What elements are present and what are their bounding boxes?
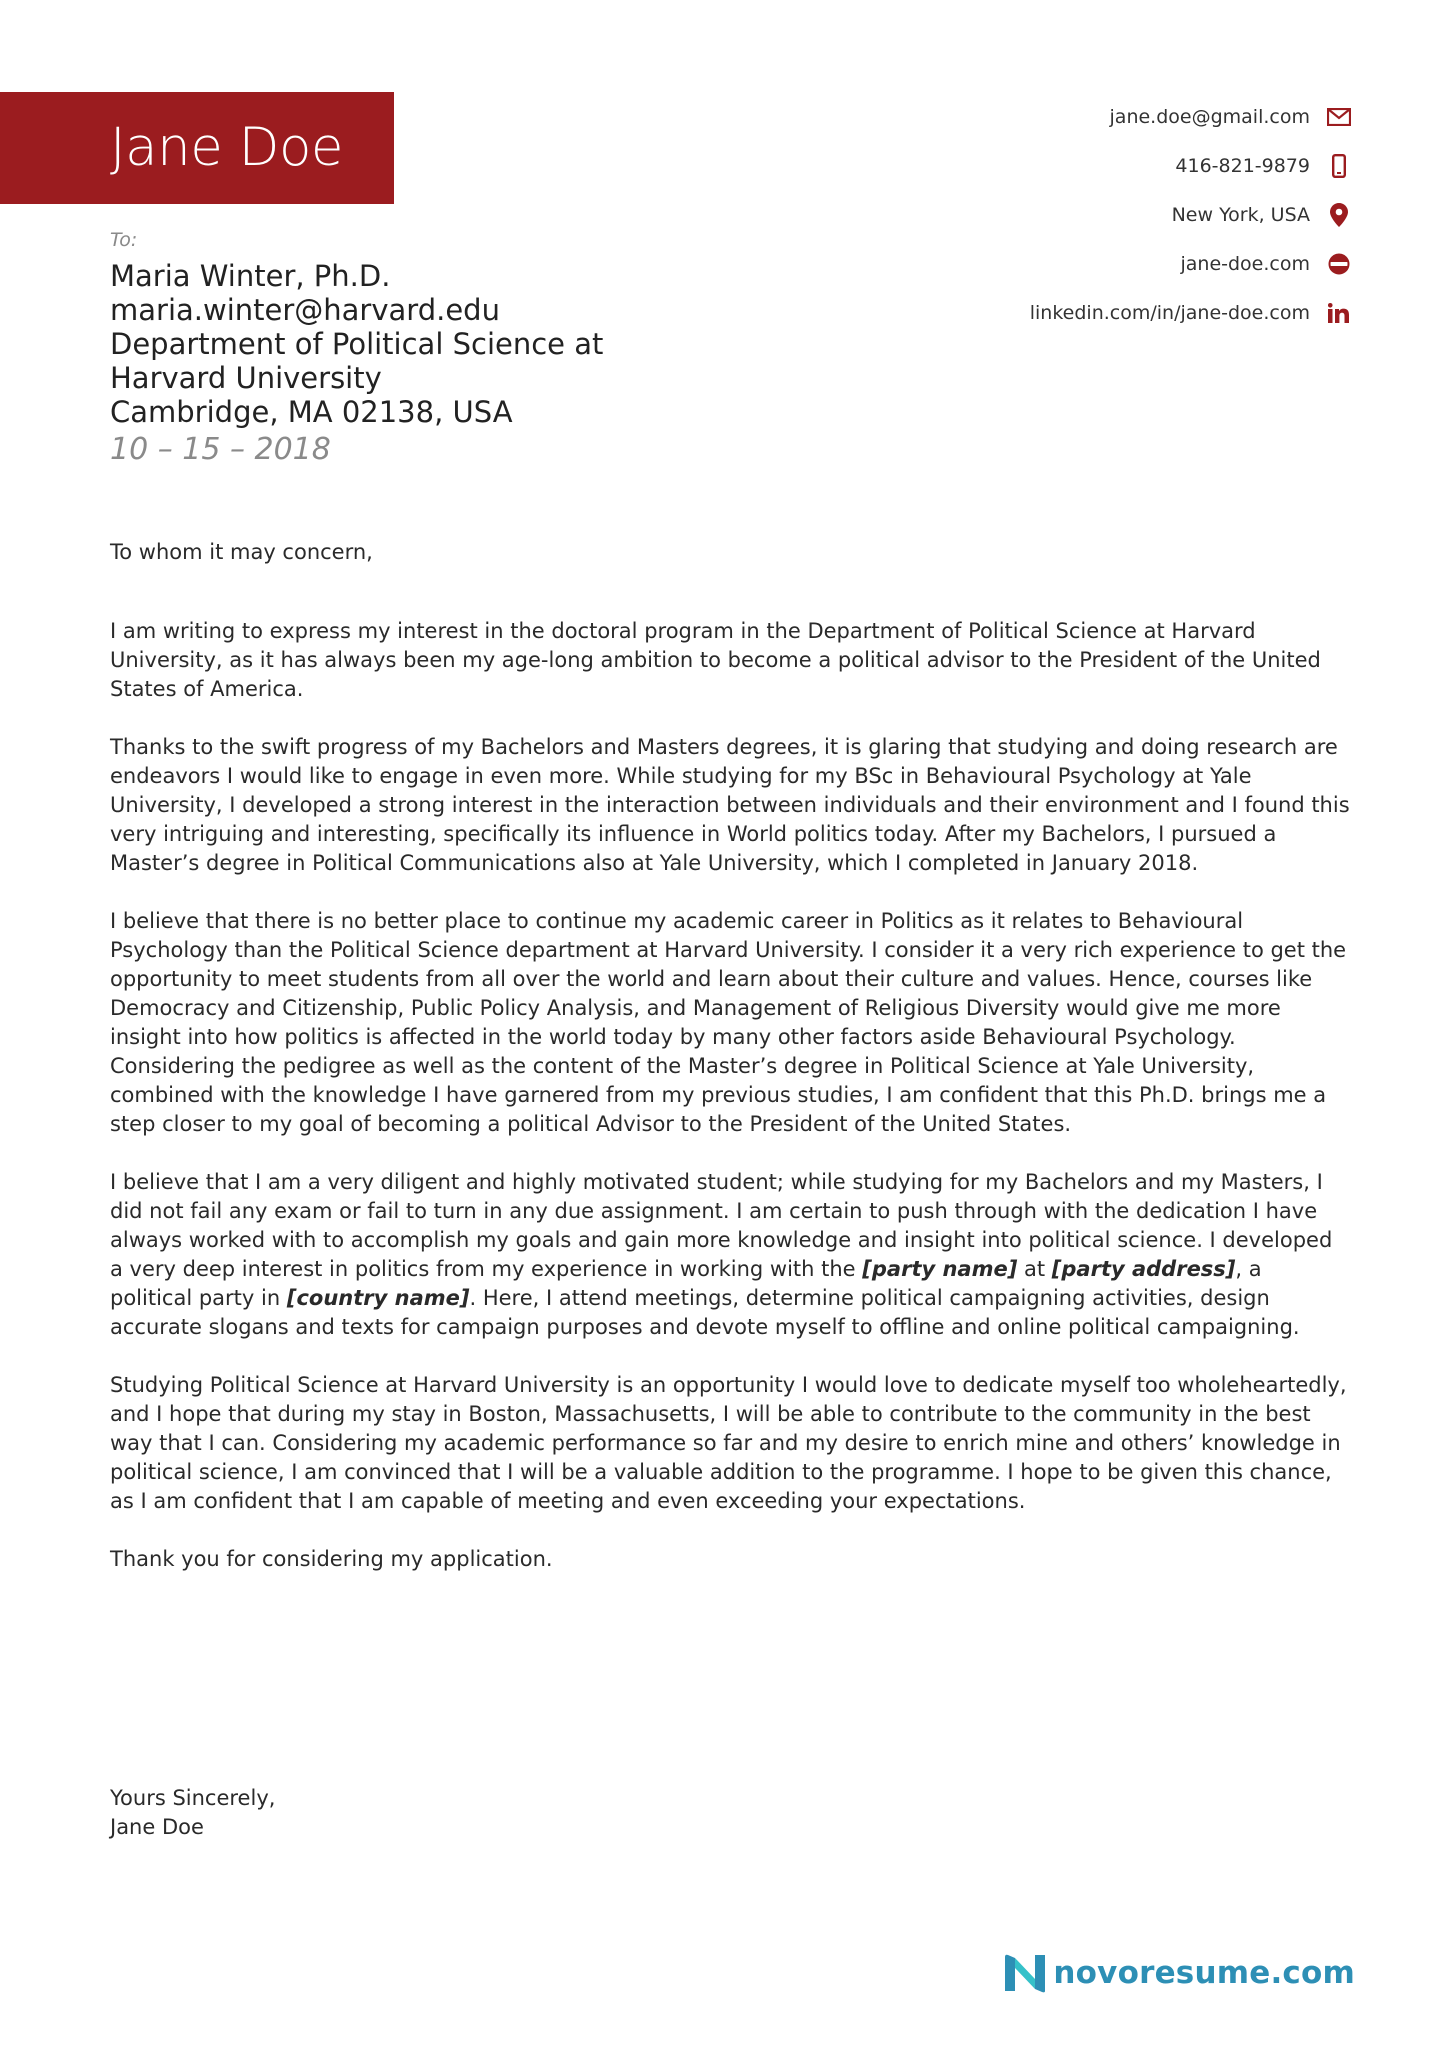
paragraph-2: Thanks to the swift progress of my Bachelors and Masters degrees, it is glaring that studying and doing research are endeavors I would like to engage in even more. While studying for my BSc in Behavioural Psychology at Yale University, I developed a strong interest in the interaction between individuals and their environment and I found this very intriguing and interesting, specifically its influence in World politics today. After my Bachelors, I pursued a Master’s degree in Political Communications also at Yale University, which I completed in January 2018. xyxy=(110,735,1350,875)
paragraph-4-text-1: I believe that I am a very diligent and highly motivated student; while studying for my Bachelors and my Masters, I did not fail any exam or fail to turn in any due assignment. I am certain to push through with the dedication I have always worked with to accomplish my goals and gain more knowledge and insight into political science. I developed a very deep interest in politics from my experience in working with the xyxy=(110,1170,1333,1281)
paragraph-4-text-2: at xyxy=(1017,1257,1052,1281)
contact-phone xyxy=(832,141,1352,190)
sign-off: Yours Sincerely, xyxy=(110,1786,276,1810)
recipient-department: Department of Political Science at xyxy=(110,327,604,361)
linkedin-icon xyxy=(1326,300,1352,326)
phone-icon xyxy=(1326,153,1352,179)
applicant-name: Jane Doe xyxy=(110,117,343,178)
paragraph-4-text-3: , a political party in xyxy=(110,1257,1262,1310)
contact-phone-text[interactable]: 416-821-9879 xyxy=(1175,154,1310,177)
recipient-address xyxy=(110,259,670,429)
recipient-city: Cambridge, MA 02138, USA xyxy=(110,395,513,429)
signature-name: Jane Doe xyxy=(110,1815,204,1839)
paragraph-6: Thank you for considering my application. xyxy=(110,1547,553,1571)
paragraph-4 xyxy=(110,1168,1350,1342)
greeting: To whom it may concern, xyxy=(110,540,373,564)
recipient-institution: Harvard University xyxy=(110,361,382,395)
contact-location-text: New York, USA xyxy=(1171,203,1310,226)
placeholder-party-name: [party name] xyxy=(862,1257,1018,1281)
novoresume-n-icon xyxy=(1003,1953,1047,1993)
contact-linkedin-text[interactable]: linkedin.com/in/jane-doe.com xyxy=(1029,301,1310,324)
paragraph-1: I am writing to express my interest in the doctoral program in the Department of Political Science at Harvard University, as it has always been my age-long ambition to become a political advisor to the President of the United States of America. xyxy=(110,619,1321,701)
paragraph-3: I believe that there is no better place to continue my academic career in Politics as it relates to Behavioural Psychology than the Political Science department at Harvard University. I consider it a very rich experience to get the opportunity to meet students from all over the world and learn about their culture and values. Hence, courses like Democracy and Citizenship, Public Policy Analysis, and Management of Religious Diversity would give me more insight into how politics is affected in the world today by many other factors aside Behavioural Psychology. Considering the pedigree as well as the content of the Master’s degree in Political Science at Yale University, combined with the knowledge I have garnered from my previous studies, I am confident that this Ph.D. brings me a step closer to my goal of becoming a political Advisor to the President of the United States. xyxy=(110,909,1347,1136)
contact-email xyxy=(832,92,1352,141)
globe-icon xyxy=(1326,251,1352,277)
contact-email-text[interactable]: jane.doe@gmail.com xyxy=(1109,105,1310,128)
letter-body xyxy=(110,538,1350,1603)
paragraph-4-text-4: . Here, I attend meetings, determine political campaigning activities, design accurate slogans and texts for campaign purposes and devote myself to offline and online political campaigning. xyxy=(110,1286,1300,1339)
envelope-icon xyxy=(1326,104,1352,130)
letter-date: 10 – 15 – 2018 xyxy=(110,432,331,467)
logo-text: novoresume.com xyxy=(1053,1955,1355,1991)
closing-block xyxy=(110,1784,275,1842)
placeholder-country-name: [country name] xyxy=(286,1286,470,1310)
novoresume-logo[interactable] xyxy=(1003,1953,1355,1993)
recipient-name: Maria Winter, Ph.D. xyxy=(110,259,391,293)
contact-linkedin xyxy=(832,288,1352,337)
location-pin-icon xyxy=(1326,202,1352,228)
placeholder-party-address: [party address] xyxy=(1051,1257,1236,1281)
name-banner xyxy=(0,92,394,204)
recipient-email: maria.winter@harvard.edu xyxy=(110,293,500,327)
contact-website-text[interactable]: jane-doe.com xyxy=(1180,252,1310,275)
contact-website xyxy=(832,239,1352,288)
contact-list xyxy=(832,92,1352,337)
contact-location xyxy=(832,190,1352,239)
paragraph-5: Studying Political Science at Harvard University is an opportunity I would love to dedicate myself too wholeheartedly, and I hope that during my stay in Boston, Massachusetts, I will be able to contribute to the community in the best way that I can. Considering my academic performance so far and my desire to enrich mine and others’ knowledge in political science, I am convinced that I will be a valuable addition to the programme. I hope to be given this chance, as I am confident that I am capable of meeting and even exceeding your expectations. xyxy=(110,1373,1347,1513)
to-label: To: xyxy=(110,229,138,251)
